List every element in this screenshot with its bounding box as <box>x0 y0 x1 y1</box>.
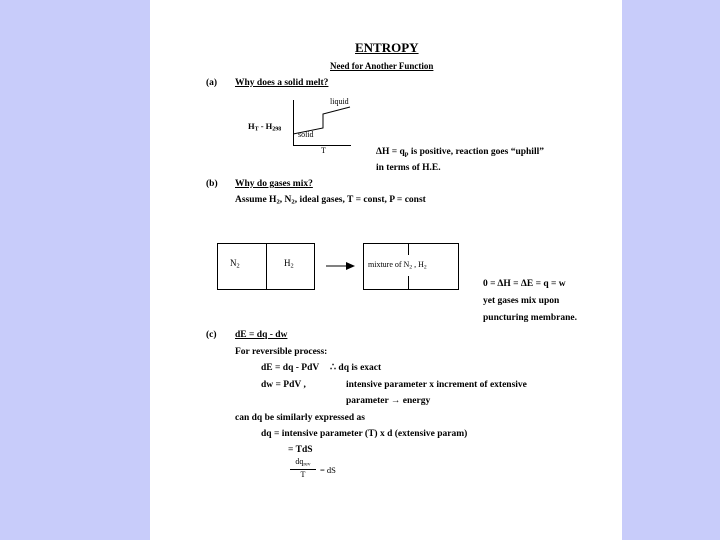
section-b-eq-3: puncturing membrane. <box>483 313 577 323</box>
fraction-numerator: $dq_{rev}$ <box>295 457 311 468</box>
box-n2-label: $N_2$ <box>230 258 240 270</box>
fraction-rhs: = dS <box>320 465 336 475</box>
mixture-label: mixture of $N_2$ , $H_2$ <box>368 260 427 271</box>
graph-solid-label: solid <box>298 130 314 139</box>
section-c-line-1: dE = dq - PdV <box>261 363 320 373</box>
graph-x-label: T <box>321 146 326 155</box>
section-a-statement-2: in terms of H.E. <box>376 163 441 173</box>
section-a-statement: $\Delta H = q_p$ is positive, reaction goes “uphill” <box>376 147 544 158</box>
section-c-line-3: parameter → energy <box>346 396 431 406</box>
section-a-question: Why does a solid melt? <box>235 78 329 88</box>
section-c-line-1b: ∴ dq is exact <box>330 363 382 373</box>
section-b-question: Why do gases mix? <box>235 179 313 189</box>
membrane-stub-top <box>408 243 409 255</box>
section-c-label: (c) <box>206 330 217 340</box>
section-c-reversible: For reversible process: <box>235 347 328 357</box>
section-c-line-4: can dq be similarly expressed as <box>235 413 365 423</box>
membrane-divider <box>266 243 267 290</box>
section-b-label: (b) <box>206 179 218 189</box>
section-b-eq-1: 0 = ΔH = ΔE = q = w <box>483 279 566 289</box>
box-h2-label: $H_2$ <box>284 258 294 270</box>
section-c-line-2b: intensive parameter x increment of extensive <box>346 380 527 390</box>
graph-liquid-label: liquid <box>330 97 349 106</box>
document-page <box>150 0 622 540</box>
section-c-line-5: dq = intensive parameter (T) x d (extensive param) <box>261 429 468 439</box>
graph-curve <box>293 97 353 146</box>
graph-y-label: $H_T - H_{298}$ <box>248 121 282 133</box>
membrane-stub-bottom <box>408 276 409 290</box>
section-b-assumption: Assume $H_2$, $N_2$, ideal gases, T = const, P = const <box>235 195 426 206</box>
page-title: ENTROPY <box>355 40 419 55</box>
arrow-icon <box>326 261 356 271</box>
section-c-heading: dE = dq - dw <box>235 330 288 340</box>
section-c-line-6: = TdS <box>288 445 313 455</box>
section-a-label: (a) <box>206 78 218 88</box>
section-c-line-2: dw = PdV , <box>261 380 306 390</box>
fraction-denominator: T <box>300 469 306 479</box>
section-b-eq-2: yet gases mix upon <box>483 296 560 306</box>
page-subtitle: Need for Another Function <box>330 61 434 71</box>
entropy-fraction <box>290 458 316 479</box>
